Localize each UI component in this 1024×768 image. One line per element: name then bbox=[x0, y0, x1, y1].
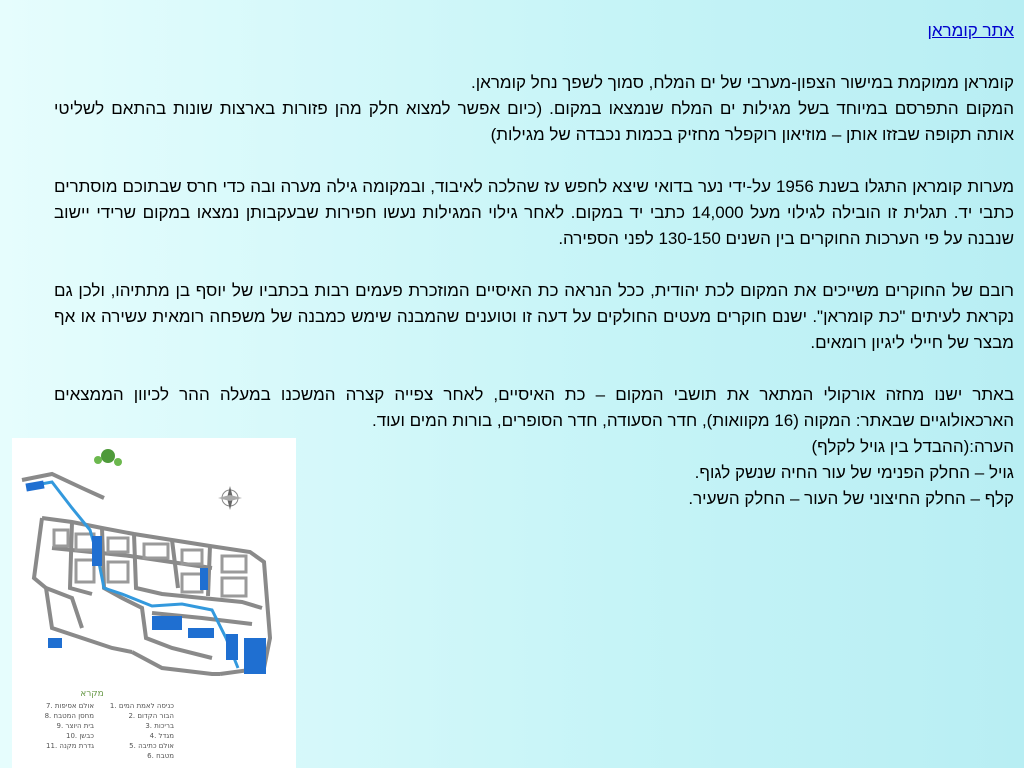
paragraph-discovery bbox=[54, 174, 1014, 252]
paragraph-line: המקום התפרסם במיוחד בשל מגילות ים המלח שנמצאו במקום. (כיום אפשר למצוא חלק מהן פזורות בארצות שונות בהתאם לשליטי אותה תקופה שבזזו אותן – מוזיאון רוקפלר מחזיק בכמות נכבדה של מגילות) bbox=[54, 99, 1014, 144]
paragraph-line: קומראן ממוקמת במישור הצפון-מערבי של ים המלח, סמוך לשפך נחל קומראן. bbox=[471, 73, 1014, 92]
legend bbox=[45, 702, 175, 760]
paragraph-visit bbox=[54, 382, 1014, 512]
note-heading: הערה:(ההבדל בין גויל לקלף) bbox=[811, 437, 1014, 456]
legend-title: מקרא bbox=[80, 689, 104, 699]
legend-item: 6. מטבח bbox=[147, 752, 174, 760]
note-line: קלף – החלק החיצוני של העור – החלק השעיר. bbox=[688, 489, 1014, 508]
legend-item: 11. גדרת מקנה bbox=[46, 742, 94, 750]
paragraph-line: באתר ישנו מחזה אורקולי המתאר את תושבי המקום – כת האיסיים, לאחר צפייה קצרה המשכנו במעלה ההר לכיוון הממצאים הארכאולוגיים שבאתר: המקוה (16 מקוואות), חדר הסעודה, חדר הסופרים, בורות המים ועוד. bbox=[54, 385, 1014, 430]
legend-item: 1. כניסה לאמת המים bbox=[109, 702, 174, 710]
note-line: גויל – החלק הפנימי של עור החיה שנשק לגוף. bbox=[694, 463, 1014, 482]
paragraph-line: מערות קומראן התגלו בשנת 1956 על-ידי נער בדואי שיצא לחפש עז שהלכה לאיבוד, ובמקומה גילה מערה ובה כדי חרס שבתוכם מוסתרים כתבי יד. תגלית זו הובילה לגילוי מעל 14,000 כתבי יד במקום. לאחר גילוי המגילות נעשו חפירות שבעקבותן נמצאו במקום שרידי יישוב שנבנה על פי הערכות החוקרים בין השנים 130-150 לפני הספירה. bbox=[54, 177, 1015, 248]
legend-item: 5. אולם כתיבה bbox=[129, 742, 174, 750]
legend-item: 2. הבור הקדום bbox=[128, 712, 174, 720]
legend-item: 10. כבשן bbox=[66, 732, 94, 740]
paragraph-line: רובם של החוקרים משייכים את המקום לכת יהודית, ככל הנראה כת האיסיים המוזכרת פעמים רבות בכתביו של יוסף בן מתתיהו, ולכן גם נקראת לעיתים "כת קומראן". ישנם חוקרים מעטים החולקים על דעה זו וטוענים שהמבנה שימש כמבנה של משפחה רומאית עשירה או אף מבצר של חיילי ליגיון רומאים. bbox=[54, 281, 1014, 352]
legend-item: 9. בית היוצר bbox=[56, 722, 94, 730]
legend-item: 4. מגדל bbox=[149, 732, 174, 740]
article-body bbox=[54, 18, 1014, 512]
legend-item: 3. בריכות bbox=[145, 722, 174, 730]
page-title-link[interactable]: אתר קומראן bbox=[927, 21, 1014, 40]
paragraph-location bbox=[54, 70, 1014, 148]
paragraph-sect bbox=[54, 278, 1014, 356]
legend-item: 7. אולם אסיפות bbox=[45, 702, 94, 710]
legend-item: 8. מחסן המטבח bbox=[44, 712, 94, 720]
